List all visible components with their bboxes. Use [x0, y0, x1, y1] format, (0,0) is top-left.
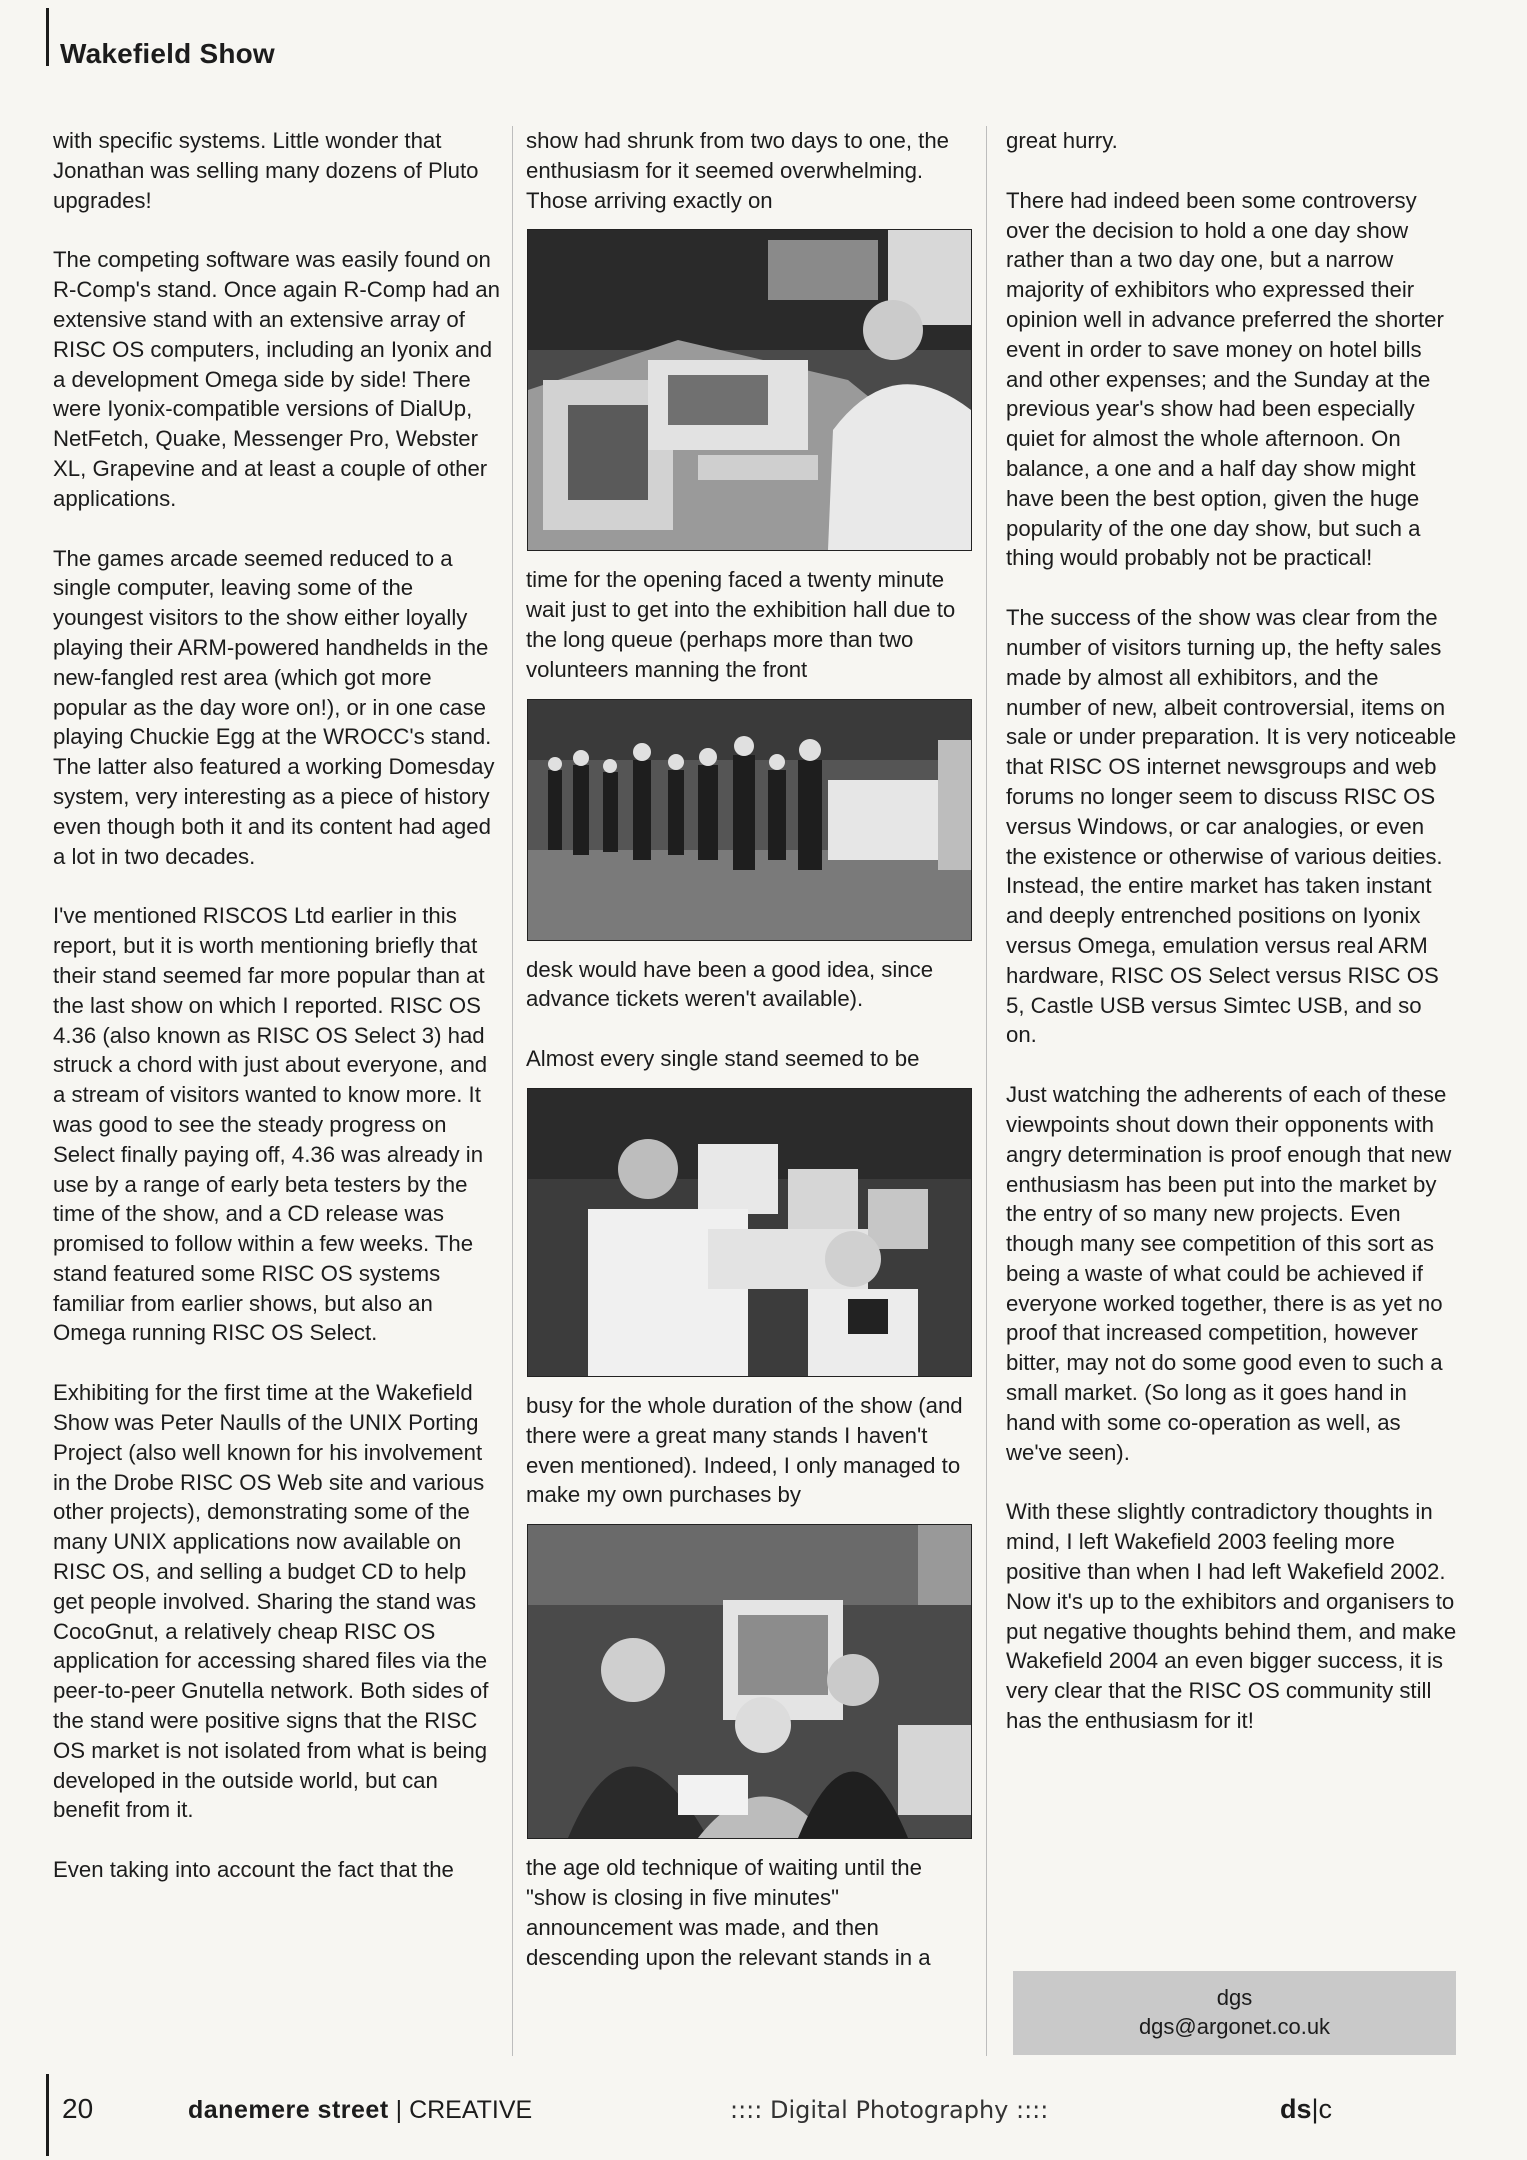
- paragraph: the age old technique of waiting until the "show is closing in five minutes" announcement was made, and then descending upon the relevant stands in a: [526, 1855, 931, 1970]
- publication-logo: [1280, 2094, 1332, 2125]
- paragraph: The success of the show was clear from the number of visitors turning up, the hefty sales made by almost all exhibitors, and the number of new, albeit controversial, items on sale or under preparation. It is very noticeable that RISC OS internet newsgroups and web forums no longer seem to discuss RISC OS versus Windows, or car analogies, or even the existence or otherwise of various deities. Instead, the entire market has taken instant and deeply entrenched positions on Iyonix versus Omega, emulation versus real ARM hardware, RISC OS Select versus RISC OS 5, Castle USB versus Simtec USB, and so on.: [1006, 605, 1457, 1048]
- paragraph: time for the opening faced a twenty minute wait just to get into the exhibition hall due to the long queue (perhaps more than two volunteers manning the front: [526, 567, 956, 682]
- photo-stand-with-boy: [527, 1088, 972, 1377]
- author-email[interactable]: dgs@argonet.co.uk: [1138, 2014, 1331, 2039]
- column-divider-1: [512, 126, 513, 2056]
- page-number: 20: [62, 2093, 94, 2124]
- article-column-1: [53, 126, 501, 1915]
- logo-separator: |: [1311, 2094, 1319, 2124]
- paragraph: desk would have been a good idea, since advance tickets weren't available).: [526, 956, 934, 1012]
- paragraph: Exhibiting for the first time at the Wakefield Show was Peter Naulls of the UNIX Porting Project (also well known for his involvement in the Drobe RISC OS Web site and various other projects), demonstrating some of the many UNIX applications now available on RISC OS, and selling a budget CD to help get people involved. Sharing the stand was CocoGnut, a relatively cheap RISC OS application for accessing shared files via the peer-to-peer Gnutella network. Both sides of the stand were positive signs that the RISC OS market is not isolated from what is being developed in the outside world, but can benefit from it.: [53, 1380, 489, 1823]
- author-name: dgs: [1216, 1985, 1253, 2010]
- photo-stand-visitors: [527, 1524, 972, 1839]
- paragraph: Just watching the adherents of each of these viewpoints shout down their opponents with angry determination is proof enough that new enthusiasm has been put into the market by the entry of so many new projects. Even though many see competition of this sort as being a waste of what could be achieved if everyone worked together, there is as yet no proof that increased competition, however bitter, may not do some good even to such a small market. (So long as it goes hand in hand with some co-operation as well, as we've seen).: [1006, 1082, 1452, 1465]
- author-signature-box: [1013, 1971, 1456, 2055]
- column-divider-2: [986, 126, 987, 2056]
- paragraph: With these slightly contradictory thoughts in mind, I left Wakefield 2003 feeling more positive than when I had left Wakefield 2002. Now it's up to the exhibitors and organisers to put negative thoughts behind them, and make Wakefield 2004 an even bigger success, it is very clear that the RISC OS community still has the enthusiasm for it!: [1006, 1499, 1457, 1734]
- logo-ds: ds: [1280, 2094, 1312, 2124]
- paragraph: show had shrunk from two days to one, the enthusiasm for it seemed overwhelming. Those arriving exactly on: [526, 128, 950, 213]
- article-column-3: [1006, 126, 1458, 1766]
- footer-rule: [46, 2074, 49, 2156]
- header-rule: [46, 8, 49, 66]
- paragraph: Even taking into account the fact that the: [53, 1857, 454, 1883]
- photo-exhibitor-at-computer: [527, 229, 972, 551]
- article-column-2: [526, 126, 971, 2002]
- page-title: Wakefield Show: [60, 38, 275, 69]
- paragraph: The games arcade seemed reduced to a single computer, leaving some of the youngest visitors to the show either loyally playing their ARM-powered handhelds in the new-fangled rest area (which got more popular as the day wore on!), or in one case playing Chuckie Egg at the WROCC's stand. The latter also featured a working Domesday system, very interesting as a piece of history even though both it and its content had aged a lot in two decades.: [53, 545, 495, 869]
- paragraph: I've mentioned RISCOS Ltd earlier in this report, but it is worth mentioning briefly that their stand seemed far more popular than at the last show on which I reported. RISC OS 4.36 (also known as RISC OS Select 3) had struck a chord with just about everyone, and a stream of visitors wanted to know more. It was good to see the steady progress on Select finally paying off, 4.36 was already in use by a range of early beta testers by the time of the show, and a CD release was promised to follow within a few weeks. The stand featured some RISC OS systems familiar from earlier shows, but also an Omega running RISC OS Select.: [53, 903, 488, 1346]
- logo-c: c: [1318, 2094, 1333, 2124]
- paragraph: busy for the whole duration of the show (and there were a great many stands I haven't even mentioned). Indeed, I only managed to make my own purchases by: [526, 1392, 963, 1508]
- publication-name: [188, 2096, 532, 2125]
- photo-visitor-queue: [527, 699, 972, 941]
- section-name: CREATIVE: [409, 2096, 533, 2124]
- publication-title: danemere street: [188, 2096, 389, 2124]
- paragraph: Almost every single stand seemed to be: [526, 1046, 920, 1072]
- paragraph: The competing software was easily found on R-Comp's stand. Once again R-Comp had an extensive stand with an extensive array of RISC OS computers, including an Iyonix and a development Omega side by side! There were Iyonix-compatible versions of DialUp, NetFetch, Quake, Messenger Pro, Webster XL, Grapevine and at least a couple of other applications.: [53, 247, 500, 511]
- paragraph: great hurry.: [1006, 128, 1118, 153]
- section-topic: :::: Digital Photography ::::: [730, 2096, 1049, 2124]
- paragraph: with specific systems. Little wonder that Jonathan was selling many dozens of Pluto upgrades!: [53, 128, 479, 213]
- separator: |: [395, 2096, 410, 2124]
- paragraph: There had indeed been some controversy over the decision to hold a one day show rather than a two day one, but a narrow majority of exhibitors who expressed their opinion well in advance preferred the shorter event in order to save money on hotel bills and other expenses; and the Sunday at the previous year's show had been especially quiet for almost the whole afternoon. On balance, a one and a half day show might have been the best option, given the huge popularity of the one day show, but such a thing would probably not be practical!: [1006, 187, 1444, 571]
